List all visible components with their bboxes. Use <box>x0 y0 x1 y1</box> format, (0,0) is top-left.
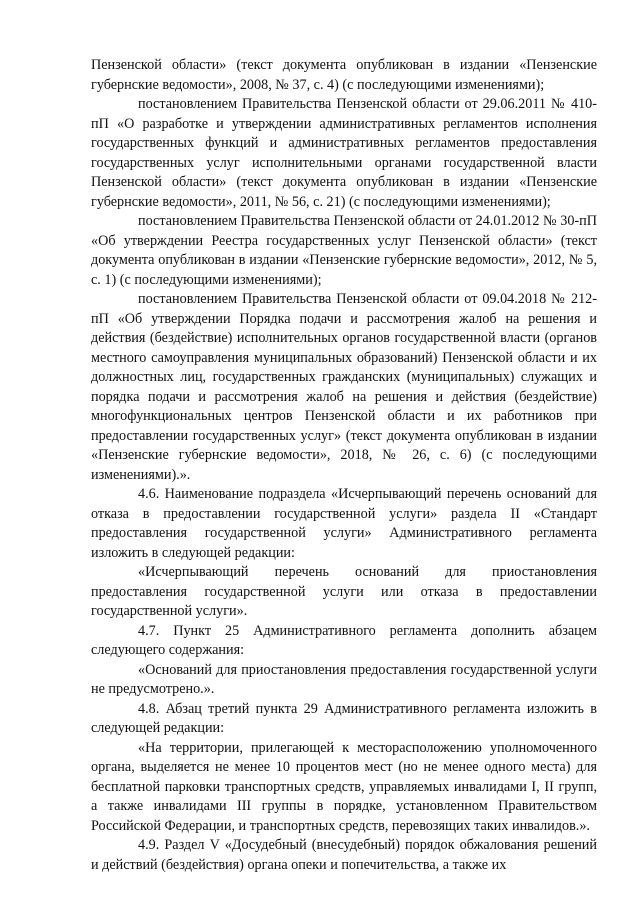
paragraph-4-8: 4.8. Абзац третий пункта 29 Административного регламента изложить в следующей редакции: <box>91 700 597 736</box>
paragraph-4-8-quote: «На территории, прилегающей к месторасположению уполномоченного органа, выделяется не менее 10 процентов мест (но не менее одного места) для бесплатной парковки транспортных средств, управляемых инвалидами I, II групп, а также инвалидами III группы в порядке, установленном Правительством Российской Федерации, и транспортных средств, перевозящих таких инвалидов.». <box>91 739 597 834</box>
document-page <box>91 56 597 875</box>
paragraph-4-6: 4.6. Наименование подраздела «Исчерпывающий перечень оснований для отказа в предоставлении государственной услуги» раздела II «Стандарт предоставления государственной услуги» Административного регламента изложить в следующей редакции: <box>91 486 597 561</box>
paragraph-4-6-quote: «Исчерпывающий перечень оснований для приостановления предоставления государственной услуги или отказа в предоставлении государственной услуги». <box>91 564 597 619</box>
paragraph-4-7-quote: «Оснований для приостановления предоставления государственной услуги не предусмотрено.». <box>91 661 597 697</box>
paragraph-4-7: 4.7. Пункт 25 Административного регламента дополнить абзацем следующего содержания: <box>91 622 597 658</box>
paragraph-continuation: Пензенской области» (текст документа опубликован в издании «Пензенские губернские ведомости», 2008, № 37, с. 4) (с последующими изменениями); <box>91 57 597 93</box>
paragraph-decree-2012: постановлением Правительства Пензенской области от 24.01.2012 № 30-пП «Об утверждении Реестра государственных услуг Пензенской области» (текст документа опубликован в издании «Пензенские губернские ведомости», 2012, № 5, с. 1) (с последующими изменениями); <box>91 213 597 288</box>
paragraph-4-9: 4.9. Раздел V «Досудебный (внесудебный) порядок обжалования решений и действий (бездействия) органа опеки и попечительства, а также их <box>91 837 597 873</box>
paragraph-decree-2018: постановлением Правительства Пензенской области от 09.04.2018 № 212-пП «Об утверждении Порядка подачи и рассмотрения жалоб на решения и действия (бездействие) исполнительных органов государственной власти (органов местного самоуправления муниципальных образований) Пензенской области и их должностных лиц, государственных гражданских (муниципальных) служащих и порядка подачи и рассмотрения жалоб на решения и действия (бездействие) многофункциональных центров Пензенской области и их работников при предоставлении государственных услуг» (текст документа опубликован в издании «Пензенские губернские ведомости», 2018, № 26, с. 6) (с последующими изменениями).». <box>91 291 597 483</box>
paragraph-decree-2011: постановлением Правительства Пензенской области от 29.06.2011 № 410-пП «О разработке и утверждении административных регламентов исполнения государственных функций и административных регламентов предоставления государственных услуг исполнительными органами государственной власти Пензенской области» (текст документа опубликован в издании «Пензенские губернские ведомости», 2011, № 56, с. 21) (с последующими изменениями); <box>91 96 597 210</box>
